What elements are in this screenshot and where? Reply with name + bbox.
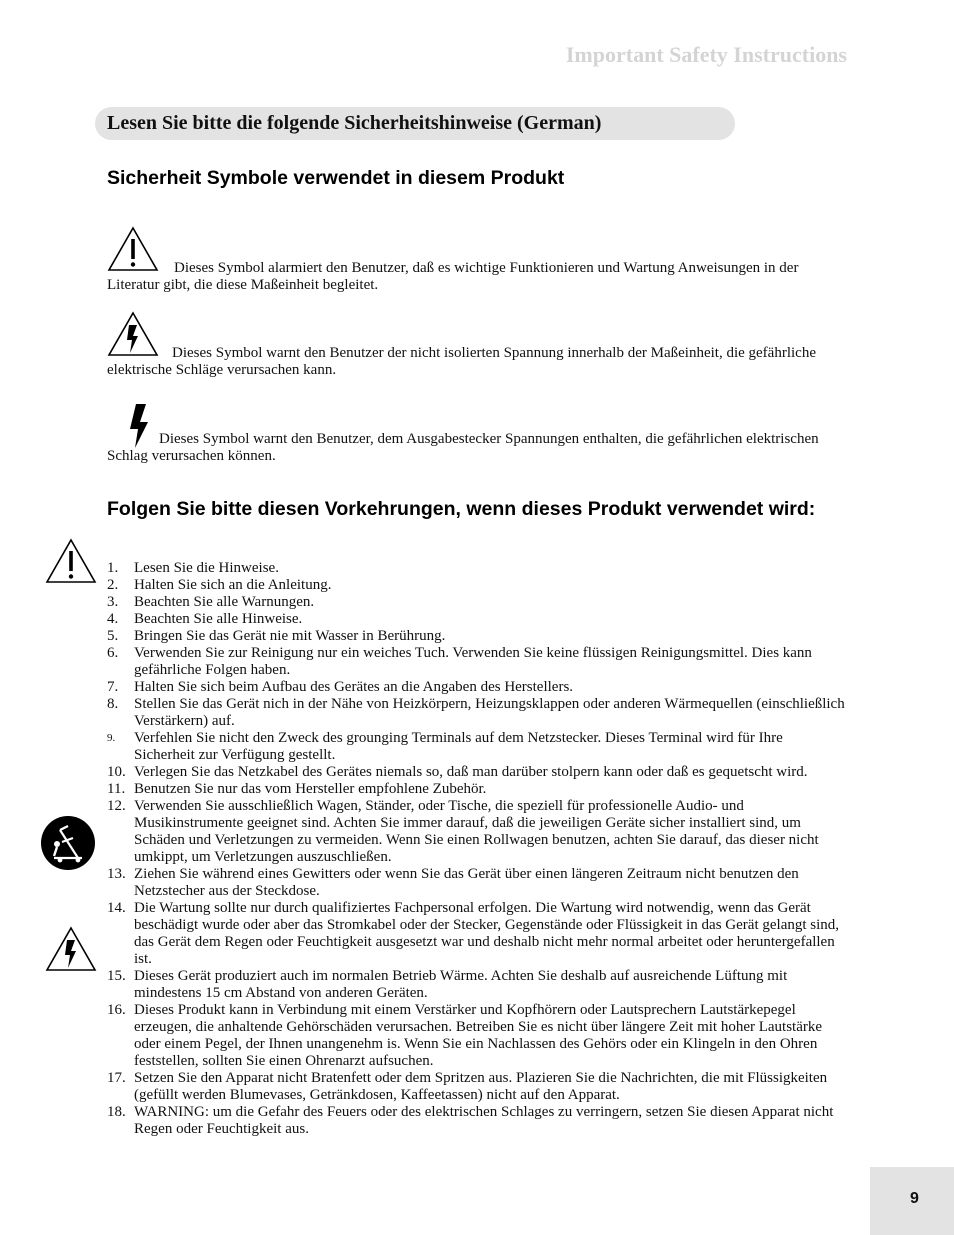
- list-item: [107, 611, 847, 628]
- symbol-text-1: Dieses Symbol alarmiert den Benutzer, daß es wichtige Funktionieren und Wartung Anweisungen in der Literatur gibt, die diese Maßeinheit begleitet.: [107, 260, 799, 293]
- list-item: [107, 866, 847, 900]
- precautions-list: [107, 560, 847, 1138]
- list-item-text: Ziehen Sie während eines Gewitters oder wenn Sie das Gerät über einen längeren Zeitraum nicht benutzen den Netzstecher aus der Steckdose.: [134, 866, 799, 899]
- list-item-number: 9.: [107, 732, 116, 744]
- list-item: [107, 679, 847, 696]
- symbols-heading: Sicherheit Symbole verwendet in diesem Produkt: [107, 167, 565, 189]
- page-header-title: Important Safety Instructions: [565, 42, 847, 67]
- list-item: [107, 764, 847, 781]
- list-item: [107, 1104, 847, 1138]
- list-item-text: Halten Sie sich an die Anleitung.: [134, 577, 332, 593]
- list-item: [107, 696, 847, 730]
- list-item: [107, 628, 847, 645]
- list-item-text: WARNING: um die Gefahr des Feuers oder des elektrischen Schlages zu verringern, setzen Sie diesen Apparat nicht Regen oder Feuchtigkeit aus.: [134, 1104, 834, 1137]
- list-item-text: Verwenden Sie zur Reinigung nur ein weiches Tuch. Verwenden Sie keine flüssigen Reinigungsmittel. Dies kann gefährliche Folgen haben.: [134, 645, 812, 678]
- list-item-number: 16.: [107, 1002, 126, 1018]
- list-item-number: 4.: [107, 611, 119, 627]
- list-item-text: Bringen Sie das Gerät nie mit Wasser in Berührung.: [134, 628, 446, 644]
- page-number-box: [870, 1167, 954, 1235]
- list-item-number: 18.: [107, 1104, 126, 1120]
- list-item-number: 2.: [107, 577, 119, 593]
- list-item: [107, 781, 847, 798]
- list-item-text: Stellen Sie das Gerät nich in der Nähe von Heizkörpern, Heizungsklappen oder anderen Wärmequellen (einschließlich Verstärkern) auf.: [134, 696, 845, 729]
- list-item-text: Verfehlen Sie nicht den Zweck des grounging Terminals auf dem Netzstecker. Dieses Terminal wird für Ihre Sicherheit zur Verfügung gestellt.: [134, 730, 783, 763]
- list-item-number: 6.: [107, 645, 119, 661]
- list-item-number: 7.: [107, 679, 119, 695]
- list-item: [107, 645, 847, 679]
- page-number: 9: [910, 1190, 919, 1207]
- list-item-number: 10.: [107, 764, 126, 780]
- list-item-text: Benutzen Sie nur das vom Hersteller empfohlene Zubehör.: [134, 781, 487, 797]
- list-item-text: Halten Sie sich beim Aufbau des Gerätes an die Angaben des Herstellers.: [134, 679, 574, 695]
- list-item-number: 8.: [107, 696, 119, 712]
- list-item-number: 14.: [107, 900, 126, 916]
- list-item-text: Die Wartung sollte nur durch qualifiziertes Fachpersonal erfolgen. Die Wartung wird notwendig, wenn das Gerät beschädigt wurde oder aber das Stromkabel oder der Stecker, Gegenstände oder Flüssigkeit in das Gerät gelangt sind, das Gerät dem Regen oder Feuchtigkeit ausgesetzt war und deshalb nicht mehr normal arbeitet oder heruntergefallen ist.: [134, 900, 840, 967]
- list-item-number: 3.: [107, 594, 119, 610]
- warning-exclamation-icon: [45, 538, 97, 584]
- list-item-text: Lesen Sie die Hinweise.: [134, 560, 279, 576]
- list-item-number: 13.: [107, 866, 126, 882]
- list-item-number: 1.: [107, 560, 119, 576]
- list-item-text: Beachten Sie alle Hinweise.: [134, 611, 303, 627]
- list-item-text: Dieses Gerät produziert auch im normalen Betrieb Wärme. Achten Sie deshalb auf ausreichende Lüftung mit mindestens 15 cm Abstand von anderen Geräten.: [134, 968, 788, 1001]
- list-item-number: 15.: [107, 968, 126, 984]
- high-voltage-triangle-icon: [45, 926, 97, 972]
- list-item: [107, 577, 847, 594]
- list-item: [107, 900, 847, 968]
- list-item: [107, 968, 847, 1002]
- list-item-text: Dieses Produkt kann in Verbindung mit einem Verstärker und Kopfhörern oder Lautsprechern Lautstärkepegel erzeugen, die anhaltende Gehörschäden verursachen. Betreiben Sie es nicht über längere Zeit mit hoher Lautstärke oder einem Pegel, der Ihnen unangenehm is. Wenn Sie ein Nachlassen des Gehörs oder ein Klingeln in den Ohren feststellen, sollten Sie einen Ohrenarzt aufsuchen.: [134, 1002, 823, 1069]
- list-item-number: 5.: [107, 628, 119, 644]
- list-item-number: 17.: [107, 1070, 126, 1086]
- list-item-text: Verlegen Sie das Netzkabel des Gerätes niemals so, daß man darüber stolpern kann oder daß es gequetscht wird.: [134, 764, 808, 780]
- list-item-text: Verwenden Sie ausschließlich Wagen, Ständer, oder Tische, die speziell für professionelle Audio- und Musikinstrumente geeignet sind. Achten Sie immer darauf, daß die jeweiligen Geräte sicher installiert sind, um Schäden und Verletzungen zu vermeiden. Wenn Sie einen Rollwagen benutzen, achten Sie darauf, das dieser nicht umkippt, um Verletzungen auszuschließen.: [134, 798, 819, 865]
- cart-tip-over-icon: [40, 814, 96, 872]
- list-item: [107, 798, 847, 866]
- symbol-description-3: [107, 431, 852, 465]
- symbol-description-1: [107, 260, 852, 294]
- symbol-text-3: Dieses Symbol warnt den Benutzer, dem Ausgabestecker Spannungen enthalten, die gefährlichen elektrischen Schlag verursachen können.: [107, 431, 819, 464]
- list-item-number: 12.: [107, 798, 126, 814]
- precautions-heading: Folgen Sie bitte diesen Vorkehrungen, wenn dieses Produkt verwendet wird:: [107, 498, 816, 520]
- list-item-number: 11.: [107, 781, 126, 797]
- section-pill-label: Lesen Sie bitte die folgende Sicherheitshinweise (German): [107, 112, 602, 134]
- list-item: [107, 730, 847, 764]
- list-item: [107, 594, 847, 611]
- list-item: [107, 560, 847, 577]
- list-item: [107, 1070, 847, 1104]
- list-item-text: Setzen Sie den Apparat nicht Bratenfett oder dem Spritzen aus. Plazieren Sie die Nachrichten, die mit Flüssigkeiten (gefüllt werden Blumevases, Getränkdosen, Kaffeetassen) nicht auf den Apparat.: [134, 1070, 828, 1103]
- symbol-text-2: Dieses Symbol warnt den Benutzer der nicht isolierten Spannung innerhalb der Maßeinheit, die gefährliche elektrische Schläge verursachen kann.: [107, 345, 816, 378]
- symbol-description-2: [107, 345, 852, 379]
- section-pill: [95, 107, 735, 140]
- list-item-text: Beachten Sie alle Warnungen.: [134, 594, 315, 610]
- list-item: [107, 1002, 847, 1070]
